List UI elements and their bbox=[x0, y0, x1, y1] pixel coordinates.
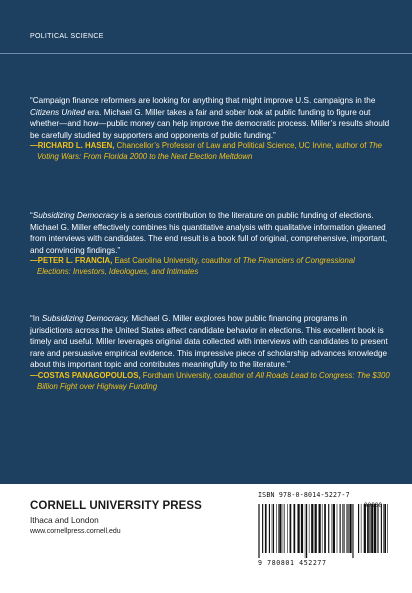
barcode-bar bbox=[367, 504, 369, 553]
barcode-bar bbox=[374, 504, 376, 553]
barcode-bar bbox=[384, 504, 386, 553]
barcode-bar bbox=[344, 504, 345, 553]
italic-title: Citizens United bbox=[30, 107, 86, 117]
italic-title: Subsidizing Democracy bbox=[32, 211, 119, 220]
barcode-bar bbox=[306, 504, 307, 558]
barcode-bar bbox=[387, 504, 388, 553]
text-run: East Carolina University, coauthor of bbox=[112, 256, 243, 266]
ean-digits: 9 780801 452277 bbox=[258, 559, 327, 567]
barcode-bar bbox=[383, 504, 384, 553]
barcode-bar bbox=[342, 504, 343, 553]
barcode-bar bbox=[319, 504, 321, 553]
barcode-bar bbox=[337, 504, 338, 553]
text-run: Fordham University, coauthor of bbox=[140, 370, 256, 380]
barcode-bar bbox=[269, 504, 270, 553]
barcode-bar bbox=[278, 504, 279, 553]
text-run: era. Michael G. Miller takes a fair and sober look at public funding to figure out whether—and how—public money can help improve the democratic process. Miller’s results should be carefully studied by supporters and opponents of public funding.” bbox=[30, 107, 390, 140]
isbn-number: ISBN 978-0-8014-5227-7 bbox=[258, 491, 350, 499]
barcode-bar bbox=[322, 504, 323, 553]
barcode-bar bbox=[369, 504, 370, 553]
text-run: “ bbox=[30, 211, 33, 220]
barcode-bar bbox=[258, 504, 259, 558]
barcode-bar bbox=[287, 504, 288, 553]
endorsement-attribution bbox=[30, 371, 390, 392]
barcode-bar bbox=[297, 504, 299, 553]
endorser-name: —RICHARD L. HASEN, bbox=[30, 141, 115, 151]
barcode-bar bbox=[324, 504, 326, 553]
barcode-bar bbox=[349, 504, 351, 553]
addon-barcode-bars bbox=[358, 504, 388, 558]
barcode-bar bbox=[272, 504, 273, 553]
barcode-bar bbox=[364, 504, 366, 553]
barcode-bar bbox=[273, 504, 274, 553]
endorsement-3 bbox=[30, 313, 390, 392]
text-run: Chancellor’s Professor of Law and Political Science, UC Irvine, author of bbox=[114, 141, 369, 151]
barcode-bar bbox=[315, 504, 317, 553]
endorsement-quote bbox=[30, 210, 390, 256]
barcode-bar bbox=[340, 504, 341, 553]
barcode-bar bbox=[332, 504, 333, 553]
endorsement-quote bbox=[30, 95, 390, 141]
barcode-bar bbox=[348, 504, 349, 553]
barcode-bar bbox=[311, 504, 313, 553]
text-run: is a serious contribution to the literature on public funding of elections. Michael G. Miller effectively combines his quantitative analysis with qualitative information gleaned from interviews with candidates. The end result is a book full of original, comprehensive, important, and convincing findings.” bbox=[30, 211, 388, 255]
endorsement-attribution bbox=[30, 141, 390, 162]
barcode-bar bbox=[279, 504, 281, 553]
text-run: “Campaign finance reformers are looking for anything that might improve U.S. campaigns in the bbox=[30, 96, 376, 105]
barcode-bar bbox=[301, 504, 303, 553]
barcode-bar bbox=[358, 504, 359, 553]
barcode-bar bbox=[294, 504, 296, 553]
barcode-bar bbox=[377, 504, 378, 553]
subject-category: POLITICAL SCIENCE bbox=[30, 33, 104, 40]
italic-title: All Roads Lead to Congress: The $300 Billion Fight over Highway Funding bbox=[37, 370, 390, 391]
isbn-barcode bbox=[258, 491, 390, 571]
publisher-location: Ithaca and London bbox=[30, 515, 99, 525]
italic-title: Subsidizing Democracy, bbox=[41, 314, 130, 323]
ean-barcode-bars bbox=[258, 504, 354, 558]
italic-title: The Financiers of Congressional Elections: Investors, Ideologues, and Intimates bbox=[37, 256, 355, 276]
publisher-name: CORNELL UNIVERSITY PRESS bbox=[30, 500, 202, 512]
barcode-bar bbox=[352, 504, 353, 558]
endorsement-attribution bbox=[30, 256, 390, 277]
text-run: Michael G. Miller explores how public financing programs in jurisdictions across the United States affect candidate behavior in elections. This excellent book is timely and useful. Miller leverages original data collected with interviews with candidates to present rare and persuasive empirical evidence. This impressive piece of scholarship advances knowledge about this important topic and contributes meaningfully to the literature.” bbox=[30, 314, 388, 370]
barcode-bar bbox=[381, 504, 382, 553]
publisher-url[interactable]: www.cornellpress.cornell.edu bbox=[30, 528, 121, 535]
barcode-bar bbox=[309, 504, 310, 553]
barcode-bar bbox=[284, 504, 285, 553]
endorsement-2 bbox=[30, 210, 390, 278]
barcode-bar bbox=[276, 504, 277, 553]
barcode-bar bbox=[328, 504, 329, 553]
barcode-bar bbox=[283, 504, 284, 553]
barcode-bar bbox=[333, 504, 335, 553]
text-run: “In bbox=[30, 314, 42, 323]
barcode-bar bbox=[305, 504, 306, 558]
barcode-bar bbox=[265, 504, 267, 553]
endorser-name: —PETER L. FRANCIA, bbox=[30, 256, 113, 266]
barcode-bar bbox=[353, 504, 354, 558]
endorsement-1 bbox=[30, 95, 390, 163]
italic-title: The Voting Wars: From Florida 2000 to the Next Election Meltdown bbox=[37, 141, 383, 161]
endorsement-quote bbox=[30, 313, 390, 371]
endorser-name: —COSTAS PANAGOPOULOS, bbox=[30, 370, 141, 380]
barcode-bar bbox=[371, 504, 373, 553]
publisher-block bbox=[30, 500, 202, 535]
barcode-bar bbox=[262, 504, 263, 553]
barcode-bar bbox=[346, 504, 347, 553]
barcode-bar bbox=[361, 504, 362, 553]
barcode-bar bbox=[259, 504, 260, 558]
barcode-bar bbox=[290, 504, 292, 553]
divider-line bbox=[0, 53, 412, 54]
